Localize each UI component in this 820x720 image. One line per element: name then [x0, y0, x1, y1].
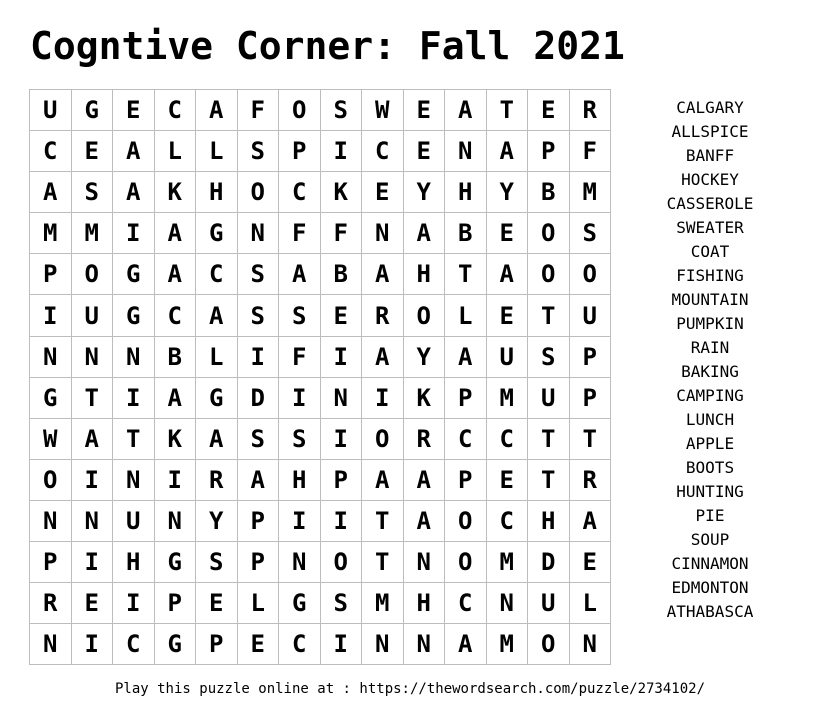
grid-cell[interactable]: E [196, 583, 238, 624]
grid-cell[interactable]: N [30, 624, 72, 665]
grid-cell[interactable]: L [196, 131, 238, 172]
grid-cell[interactable]: N [404, 624, 446, 665]
grid-cell[interactable]: A [113, 172, 155, 213]
word-list-item: BAKING [681, 362, 739, 381]
grid-cell[interactable]: E [487, 295, 529, 336]
grid-cell[interactable]: H [113, 542, 155, 583]
grid-cell[interactable]: I [72, 460, 114, 501]
grid-cell[interactable]: A [445, 90, 487, 131]
grid-cell[interactable]: Y [487, 172, 529, 213]
grid-cell[interactable]: S [238, 131, 280, 172]
word-list-item: CINNAMON [671, 554, 749, 573]
grid-cell[interactable]: F [279, 337, 321, 378]
grid-cell[interactable]: E [487, 213, 529, 254]
grid-cell[interactable]: Y [404, 172, 446, 213]
grid-cell[interactable]: A [404, 501, 446, 542]
grid-cell[interactable]: A [196, 90, 238, 131]
grid-cell[interactable]: A [155, 254, 197, 295]
word-list-item: HUNTING [676, 482, 744, 501]
grid-cell[interactable]: N [155, 501, 197, 542]
grid-cell[interactable]: I [321, 501, 363, 542]
grid-cell[interactable]: U [570, 295, 612, 336]
grid-cell[interactable]: S [570, 213, 612, 254]
grid-cell[interactable]: O [238, 172, 280, 213]
grid-cell[interactable]: O [528, 254, 570, 295]
puzzle-url-footer: Play this puzzle online at : https://thewordsearch.com/puzzle/2734102/ [114, 681, 705, 697]
word-list-item: PIE [695, 506, 725, 525]
grid-cell[interactable]: T [528, 460, 570, 501]
grid-cell[interactable]: S [196, 542, 238, 583]
grid-cell[interactable]: T [487, 90, 529, 131]
grid-cell[interactable]: A [238, 460, 280, 501]
grid-cell[interactable]: L [196, 337, 238, 378]
grid-cell[interactable]: N [570, 624, 612, 665]
word-list-item: SWEATER [676, 218, 744, 237]
grid-cell[interactable]: A [445, 337, 487, 378]
grid-cell[interactable]: I [155, 460, 197, 501]
grid-cell[interactable]: P [570, 337, 612, 378]
grid-cell[interactable]: S [279, 419, 321, 460]
grid-cell[interactable]: P [445, 378, 487, 419]
grid-cell[interactable]: K [155, 172, 197, 213]
grid-cell[interactable]: R [362, 295, 404, 336]
word-list-item: ALLSPICE [671, 122, 749, 141]
grid-cell[interactable]: O [570, 254, 612, 295]
grid-cell[interactable]: U [30, 90, 72, 131]
grid-cell[interactable]: D [528, 542, 570, 583]
grid-cell[interactable]: O [528, 213, 570, 254]
grid-cell[interactable]: R [404, 419, 446, 460]
grid-cell[interactable]: P [155, 583, 197, 624]
grid-cell[interactable]: A [72, 419, 114, 460]
word-list-item: BANFF [685, 146, 735, 165]
grid-cell[interactable]: I [321, 419, 363, 460]
grid-cell[interactable]: C [155, 90, 197, 131]
grid-cell[interactable]: S [321, 90, 363, 131]
grid-cell[interactable]: G [113, 254, 155, 295]
grid-cell[interactable]: R [196, 460, 238, 501]
grid-cell[interactable]: E [404, 131, 446, 172]
grid-cell[interactable]: F [321, 213, 363, 254]
letter-grid [29, 89, 611, 665]
grid-cell[interactable]: L [445, 295, 487, 336]
grid-cell[interactable]: E [528, 90, 570, 131]
grid-cell[interactable]: T [362, 501, 404, 542]
grid-cell[interactable]: O [72, 254, 114, 295]
grid-cell[interactable]: P [279, 131, 321, 172]
grid-cell[interactable]: A [196, 295, 238, 336]
grid-cell[interactable]: C [445, 419, 487, 460]
grid-cell[interactable]: T [72, 378, 114, 419]
grid-cell[interactable]: A [279, 254, 321, 295]
grid-cell[interactable]: F [570, 131, 612, 172]
grid-cell[interactable]: I [321, 337, 363, 378]
grid-cell[interactable]: E [238, 624, 280, 665]
grid-cell[interactable]: S [279, 295, 321, 336]
word-list-item: PUMPKIN [676, 314, 744, 333]
grid-cell[interactable]: P [570, 378, 612, 419]
grid-cell[interactable]: C [155, 295, 197, 336]
grid-cell[interactable]: T [528, 419, 570, 460]
grid-cell[interactable]: S [238, 254, 280, 295]
grid-cell[interactable]: O [30, 460, 72, 501]
grid-cell[interactable]: T [362, 542, 404, 583]
grid-cell[interactable]: P [238, 542, 280, 583]
grid-cell[interactable]: E [404, 90, 446, 131]
word-list-item: APPLE [685, 434, 735, 453]
grid-cell[interactable]: G [30, 378, 72, 419]
grid-cell[interactable]: I [321, 624, 363, 665]
grid-cell[interactable]: N [321, 378, 363, 419]
word-list-item: CASSEROLE [666, 194, 754, 213]
grid-cell[interactable]: G [196, 213, 238, 254]
grid-cell[interactable]: L [570, 583, 612, 624]
grid-cell[interactable]: N [279, 542, 321, 583]
grid-cell[interactable]: O [445, 542, 487, 583]
grid-cell[interactable]: H [279, 460, 321, 501]
grid-cell[interactable]: C [362, 131, 404, 172]
word-list-item: CALGARY [676, 98, 744, 117]
grid-cell[interactable]: M [487, 624, 529, 665]
grid-cell[interactable]: A [155, 213, 197, 254]
grid-cell[interactable]: N [113, 460, 155, 501]
word-list-item: SOUP [690, 530, 730, 549]
grid-cell[interactable]: T [445, 254, 487, 295]
grid-cell[interactable]: B [445, 213, 487, 254]
grid-cell[interactable]: F [238, 90, 280, 131]
grid-cell[interactable]: N [487, 583, 529, 624]
grid-cell[interactable]: E [487, 460, 529, 501]
grid-cell[interactable]: A [570, 501, 612, 542]
grid-cell[interactable]: C [113, 624, 155, 665]
word-list-item: RAIN [690, 338, 730, 357]
grid-cell[interactable]: A [404, 213, 446, 254]
grid-cell[interactable]: M [362, 583, 404, 624]
grid-cell[interactable]: A [487, 131, 529, 172]
grid-cell[interactable]: N [30, 337, 72, 378]
grid-cell[interactable]: I [238, 337, 280, 378]
word-list-item: MOUNTAIN [671, 290, 749, 309]
grid-cell[interactable]: U [528, 378, 570, 419]
grid-cell[interactable]: G [155, 542, 197, 583]
grid-cell[interactable]: Y [404, 337, 446, 378]
grid-cell[interactable]: A [445, 624, 487, 665]
grid-cell[interactable]: O [445, 501, 487, 542]
grid-cell[interactable]: I [72, 542, 114, 583]
grid-cell[interactable]: A [362, 254, 404, 295]
grid-cell[interactable]: O [362, 419, 404, 460]
grid-cell[interactable]: N [72, 337, 114, 378]
grid-cell[interactable]: W [30, 419, 72, 460]
grid-cell[interactable]: O [404, 295, 446, 336]
grid-cell[interactable]: U [72, 295, 114, 336]
grid-cell[interactable]: C [279, 624, 321, 665]
grid-cell[interactable]: E [570, 542, 612, 583]
grid-cell[interactable]: P [30, 542, 72, 583]
grid-cell[interactable]: F [279, 213, 321, 254]
word-list-item: COAT [690, 242, 730, 261]
grid-cell[interactable]: I [321, 131, 363, 172]
grid-cell[interactable]: P [30, 254, 72, 295]
grid-cell[interactable]: P [196, 624, 238, 665]
grid-cell[interactable]: T [113, 419, 155, 460]
word-list-item: LUNCH [685, 410, 735, 429]
grid-cell[interactable]: U [487, 337, 529, 378]
grid-cell[interactable]: R [570, 90, 612, 131]
grid-cell[interactable]: I [30, 295, 72, 336]
grid-cell[interactable]: M [570, 172, 612, 213]
grid-cell[interactable]: B [321, 254, 363, 295]
grid-cell[interactable]: L [238, 583, 280, 624]
grid-cell[interactable]: C [30, 131, 72, 172]
grid-cell[interactable]: A [30, 172, 72, 213]
grid-cell[interactable]: I [113, 378, 155, 419]
grid-cell[interactable]: T [570, 419, 612, 460]
grid-cell[interactable]: B [155, 337, 197, 378]
grid-cell[interactable]: N [238, 213, 280, 254]
grid-cell[interactable]: D [238, 378, 280, 419]
grid-cell[interactable]: I [113, 583, 155, 624]
word-list-item: EDMONTON [671, 578, 749, 597]
grid-cell[interactable]: N [72, 501, 114, 542]
grid-cell[interactable]: R [30, 583, 72, 624]
word-list-item: BOOTS [685, 458, 735, 477]
grid-cell[interactable]: M [72, 213, 114, 254]
grid-cell[interactable]: I [279, 501, 321, 542]
grid-cell[interactable]: G [279, 583, 321, 624]
grid-cell[interactable]: P [445, 460, 487, 501]
grid-cell[interactable]: U [113, 501, 155, 542]
word-list [650, 96, 770, 624]
grid-cell[interactable]: I [362, 378, 404, 419]
grid-cell[interactable]: O [528, 624, 570, 665]
grid-cell[interactable]: G [113, 295, 155, 336]
word-list-item: FISHING [676, 266, 744, 285]
grid-cell[interactable]: N [362, 624, 404, 665]
grid-cell[interactable]: K [404, 378, 446, 419]
grid-cell[interactable]: I [113, 213, 155, 254]
grid-cell[interactable]: L [155, 131, 197, 172]
grid-cell[interactable]: A [404, 460, 446, 501]
grid-cell[interactable]: C [487, 501, 529, 542]
grid-cell[interactable]: E [113, 90, 155, 131]
grid-cell[interactable]: A [113, 131, 155, 172]
grid-cell[interactable]: C [196, 254, 238, 295]
grid-cell[interactable]: K [321, 172, 363, 213]
grid-cell[interactable]: S [321, 583, 363, 624]
grid-cell[interactable]: U [528, 583, 570, 624]
grid-cell[interactable]: N [445, 131, 487, 172]
grid-cell[interactable]: C [445, 583, 487, 624]
word-list-item: ATHABASCA [666, 602, 754, 621]
grid-cell[interactable]: S [72, 172, 114, 213]
grid-cell[interactable]: H [445, 172, 487, 213]
grid-cell[interactable]: M [30, 213, 72, 254]
grid-cell[interactable]: G [155, 624, 197, 665]
grid-cell[interactable]: S [238, 295, 280, 336]
grid-cell[interactable]: S [528, 337, 570, 378]
grid-cell[interactable]: A [196, 419, 238, 460]
grid-cell[interactable]: H [196, 172, 238, 213]
grid-cell[interactable]: A [362, 460, 404, 501]
grid-cell[interactable]: I [279, 378, 321, 419]
grid-cell[interactable]: C [279, 172, 321, 213]
grid-cell[interactable]: O [279, 90, 321, 131]
grid-cell[interactable]: M [487, 542, 529, 583]
grid-cell[interactable]: N [404, 542, 446, 583]
grid-cell[interactable]: E [321, 295, 363, 336]
grid-cell[interactable]: P [238, 501, 280, 542]
puzzle-title: Cogntive Corner: Fall 2021 [30, 24, 625, 68]
grid-cell[interactable]: N [30, 501, 72, 542]
grid-cell[interactable]: E [362, 172, 404, 213]
grid-cell[interactable]: O [321, 542, 363, 583]
grid-cell[interactable]: P [528, 131, 570, 172]
grid-cell[interactable]: A [362, 337, 404, 378]
grid-cell[interactable]: B [528, 172, 570, 213]
grid-cell[interactable]: H [404, 254, 446, 295]
word-list-item: CAMPING [676, 386, 744, 405]
grid-cell[interactable]: G [196, 378, 238, 419]
grid-cell[interactable]: I [72, 624, 114, 665]
grid-cell[interactable]: N [362, 213, 404, 254]
grid-cell[interactable]: Y [196, 501, 238, 542]
grid-cell[interactable]: C [487, 419, 529, 460]
grid-cell[interactable]: R [570, 460, 612, 501]
grid-cell[interactable]: A [487, 254, 529, 295]
grid-cell[interactable]: N [113, 337, 155, 378]
grid-cell[interactable]: A [155, 378, 197, 419]
grid-cell[interactable]: K [155, 419, 197, 460]
grid-cell[interactable]: T [528, 295, 570, 336]
grid-cell[interactable]: H [404, 583, 446, 624]
grid-cell[interactable]: M [487, 378, 529, 419]
grid-cell[interactable]: W [362, 90, 404, 131]
grid-cell[interactable]: S [238, 419, 280, 460]
grid-cell[interactable]: E [72, 131, 114, 172]
grid-cell[interactable]: G [72, 90, 114, 131]
word-list-item: HOCKEY [681, 170, 739, 189]
grid-cell[interactable]: H [528, 501, 570, 542]
grid-cell[interactable]: E [72, 583, 114, 624]
grid-cell[interactable]: P [321, 460, 363, 501]
